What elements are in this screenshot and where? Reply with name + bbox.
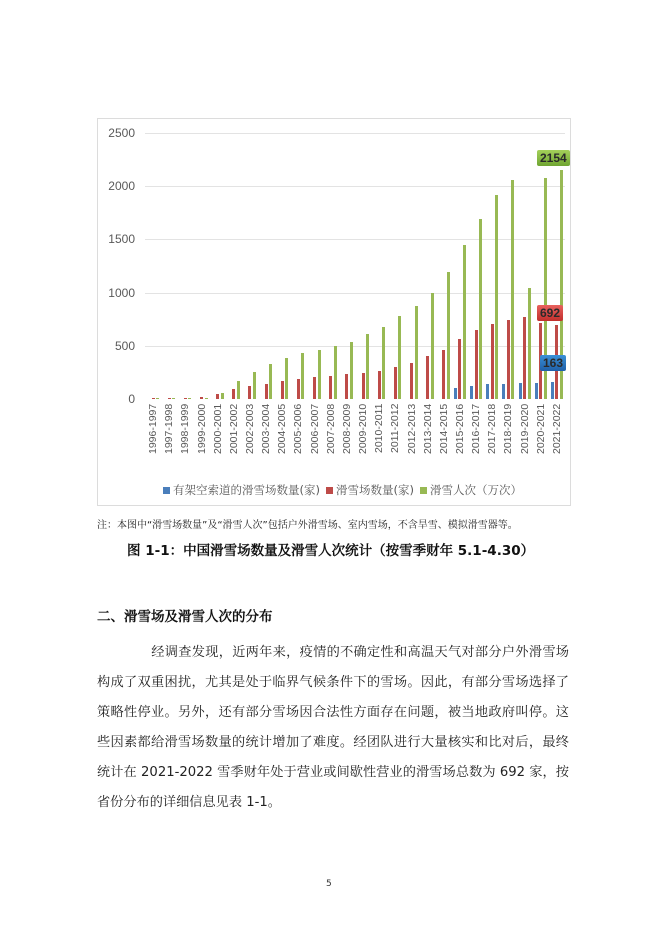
bar-group — [420, 133, 436, 399]
y-tick-label: 1500 — [108, 232, 135, 247]
bar-green — [479, 219, 482, 399]
data-label: 163 — [540, 355, 566, 371]
bar-red — [200, 397, 203, 399]
x-tick-label: 2009-2010 — [357, 404, 370, 455]
legend-item — [420, 482, 522, 498]
bar-group — [452, 133, 468, 399]
bar-blue — [470, 386, 473, 399]
legend-label: 滑雪场数量(家) — [335, 483, 414, 497]
x-tick-label: 2019-2020 — [518, 404, 531, 455]
x-tick-label: 2003-2004 — [260, 404, 273, 455]
bar-green — [382, 327, 385, 399]
bar-chart-plot-area — [145, 133, 565, 399]
x-tick-label: 2015-2016 — [454, 404, 466, 455]
bar-red — [297, 379, 300, 399]
legend-item — [163, 482, 320, 498]
bar-green — [495, 195, 498, 399]
bar-blue — [519, 383, 522, 399]
x-tick-label: 2005-2006 — [292, 404, 305, 455]
bar-green — [221, 393, 224, 399]
x-tick-label: 1997-1998 — [163, 404, 176, 455]
bar-green — [301, 353, 304, 399]
bar-group — [161, 133, 177, 399]
x-tick-label: 2008-2009 — [340, 404, 353, 455]
x-tick-label: 2004-2005 — [276, 404, 289, 455]
x-tick-label: 2014-2015 — [437, 404, 450, 455]
bar-green — [156, 398, 159, 399]
paragraph-text: 经调查发现，近两年来，疫情的不确定性和高温天气对部分户外滑雪场构成了双重困扰，尤其是处于临界气候条件下的雪场。因此，有部分雪场选择了策略性停业。另外，还有部分雪场因合法性方面存在问题，被当地政府叫停。这些因素都给滑雪场数量的统计增加了难度。经团队进行大量核实和比对后，最终统计在 2021-2022 雪季财年处于营业或间歇性营业的滑雪场总数为 692 家，按省份分布的详细信息见表 1-1。 — [97, 645, 569, 810]
bar-red — [329, 376, 332, 400]
bar-green — [447, 272, 450, 399]
bar-green — [463, 245, 466, 399]
bar-red — [184, 398, 187, 399]
bar-group — [355, 133, 371, 399]
y-tick-label: 500 — [114, 338, 135, 353]
bar-red — [507, 320, 510, 399]
data-label: 2154 — [537, 150, 570, 166]
legend-label: 滑雪人次（万次） — [429, 483, 522, 497]
bar-group — [517, 133, 533, 399]
bar-green — [415, 306, 418, 399]
bar-green — [253, 372, 256, 399]
section-heading: 二、滑雪场及滑雪人次的分布 — [97, 609, 273, 625]
x-tick-label: 2017-2018 — [486, 404, 499, 455]
bar-red — [281, 381, 284, 399]
bar-group — [290, 133, 306, 399]
bar-red — [345, 374, 348, 399]
bar-group — [339, 133, 355, 399]
legend-swatch-icon — [420, 487, 427, 494]
x-tick-label: 2000-2001 — [211, 404, 224, 455]
page-number: 5 — [326, 879, 332, 889]
bar-red — [313, 377, 316, 399]
bar-green — [318, 350, 321, 399]
bar-blue — [502, 384, 505, 399]
bar-green — [511, 180, 514, 399]
bar-group — [242, 133, 258, 399]
legend-item — [326, 482, 414, 498]
chart-legend — [163, 482, 522, 498]
x-tick-label: 2021-2022 — [550, 404, 563, 455]
bar-group — [307, 133, 323, 399]
bar-red — [232, 389, 235, 399]
bar-red — [523, 317, 526, 399]
bar-blue — [486, 384, 489, 399]
x-tick-label: 2002-2003 — [244, 404, 256, 455]
bar-group — [177, 133, 193, 399]
bar-group — [468, 133, 484, 399]
bar-red — [248, 386, 251, 400]
x-tick-label: 2006-2007 — [308, 404, 321, 455]
bar-red — [475, 330, 478, 399]
x-tick-label: 2011-2012 — [389, 404, 402, 454]
x-tick-label: 2018-2019 — [502, 404, 515, 455]
bar-group — [145, 133, 161, 399]
y-tick-label: 1000 — [108, 285, 135, 300]
bar-green — [528, 288, 531, 399]
bar-green — [398, 316, 401, 399]
bar-green — [366, 334, 369, 399]
bar-green — [172, 398, 175, 399]
y-tick-label: 2000 — [108, 179, 135, 194]
bar-group — [258, 133, 274, 399]
bar-group — [387, 133, 403, 399]
bar-blue — [551, 382, 554, 399]
bar-group — [500, 133, 516, 399]
y-tick-label: 0 — [128, 392, 135, 406]
bar-green — [237, 381, 240, 399]
bar-blue — [454, 388, 457, 399]
bar-red — [442, 350, 445, 399]
x-tick-label: 2001-2002 — [227, 404, 240, 455]
bar-red — [265, 384, 268, 399]
y-tick-label: 2500 — [108, 126, 135, 140]
x-tick-label: 2010-2011 — [373, 404, 386, 454]
bar-group — [323, 133, 339, 399]
x-tick-label: 1999-2000 — [195, 404, 208, 455]
bar-green — [269, 364, 272, 399]
bar-red — [378, 371, 381, 400]
bar-group — [436, 133, 452, 399]
legend-label: 有架空索道的滑雪场数量(家) — [173, 483, 320, 497]
x-tick-label: 2020-2021 — [534, 404, 547, 455]
x-tick-label: 1996-1997 — [147, 404, 160, 455]
data-label: 692 — [537, 305, 563, 321]
bar-green — [334, 346, 337, 399]
bar-red — [410, 363, 413, 399]
x-tick-label: 2007-2008 — [324, 404, 337, 455]
bar-group — [484, 133, 500, 399]
figure-caption: 图 1-1：中国滑雪场数量及滑雪人次统计（按雪季财年 5.1-4.30） — [127, 543, 535, 559]
bar-red — [362, 373, 365, 399]
bar-group — [274, 133, 290, 399]
bar-group — [403, 133, 419, 399]
bar-group — [371, 133, 387, 399]
bar-green — [285, 358, 288, 399]
bar-red — [168, 398, 171, 399]
x-tick-label: 2016-2017 — [470, 404, 483, 455]
bar-red — [394, 367, 397, 399]
bar-group — [193, 133, 209, 399]
bar-group — [226, 133, 242, 399]
bar-red — [491, 324, 494, 399]
bar-green — [431, 293, 434, 399]
x-tick-label: 2012-2013 — [405, 404, 418, 455]
body-paragraph — [97, 638, 569, 818]
bar-green — [205, 398, 208, 399]
bar-blue — [535, 383, 538, 399]
chart-note: 注：本图中“滑雪场数量”及“滑雪人次”包括户外滑雪场、室内雪场，不含旱雪、模拟滑雪器等。 — [97, 520, 518, 531]
x-tick-label: 2013-2014 — [421, 404, 434, 455]
legend-swatch-icon — [326, 487, 333, 494]
bar-red — [458, 339, 461, 399]
legend-swatch-icon — [163, 487, 170, 494]
bar-green — [350, 342, 353, 399]
bar-group — [210, 133, 226, 399]
bar-red — [216, 394, 219, 399]
bar-red — [426, 356, 429, 399]
bar-green — [188, 398, 191, 399]
x-tick-label: 1998-1999 — [179, 404, 192, 455]
bar-red — [152, 398, 155, 399]
